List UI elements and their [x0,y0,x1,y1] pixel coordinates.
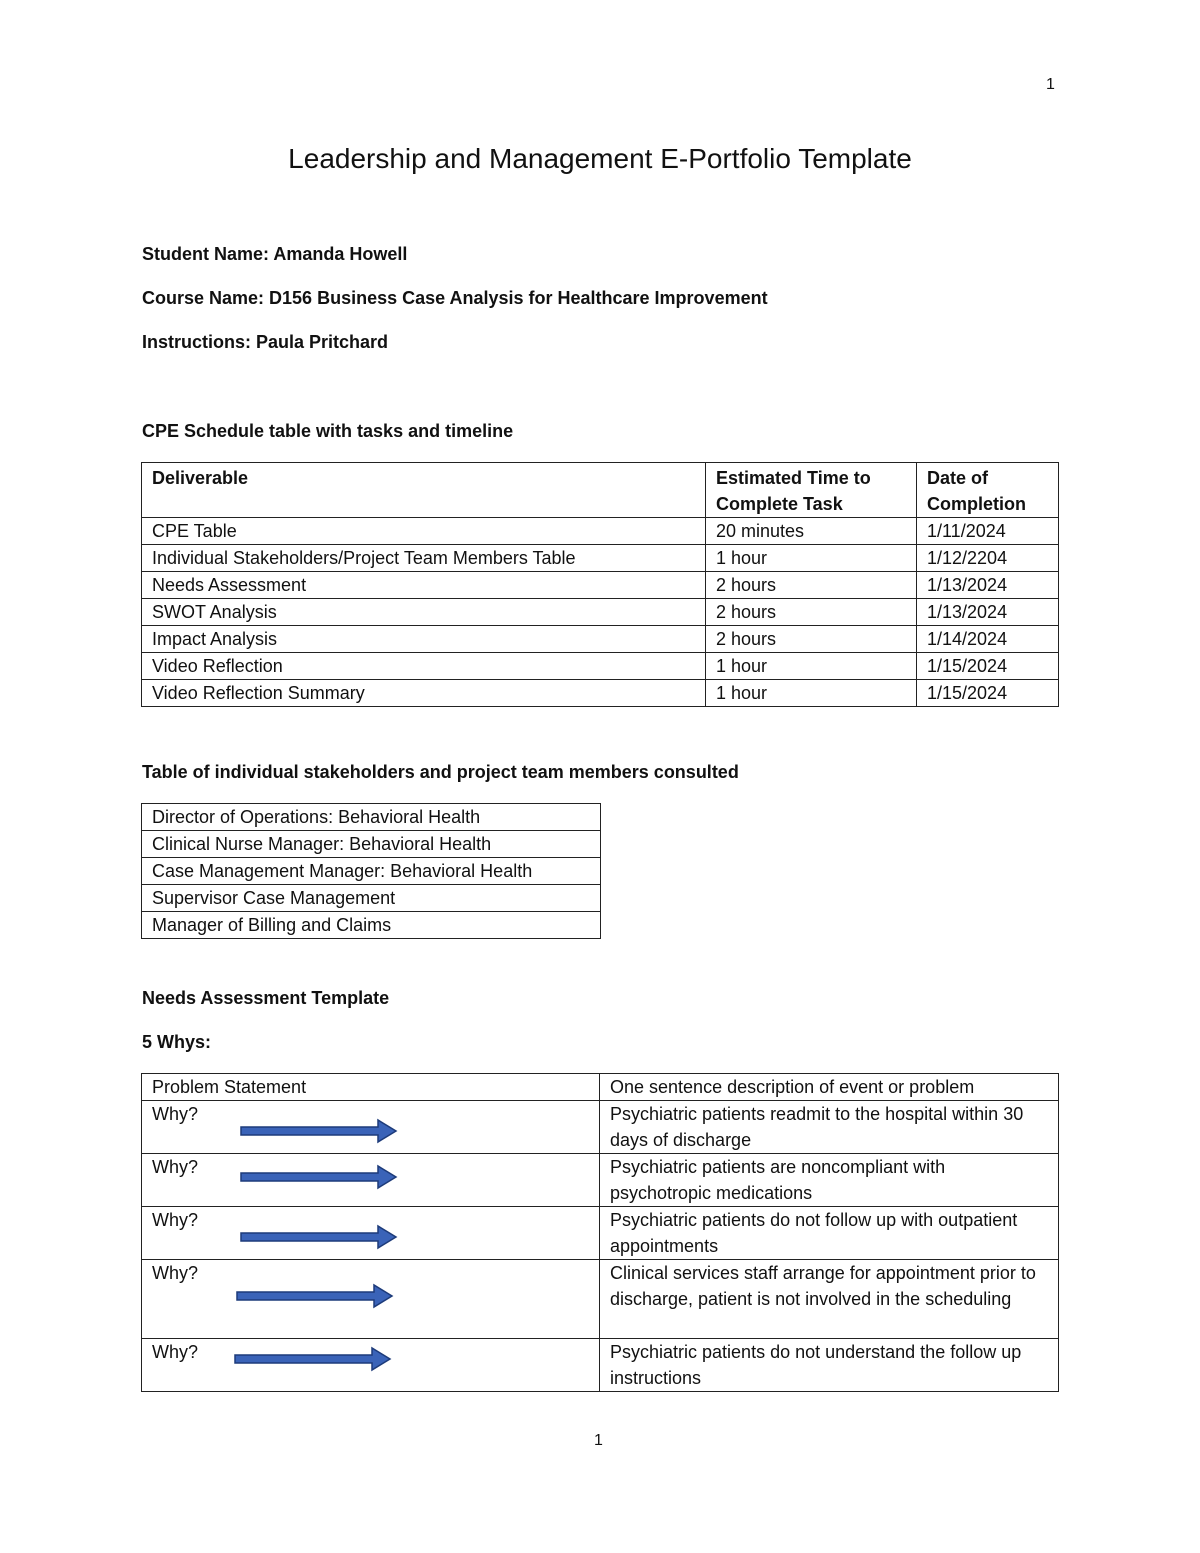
table-row [142,804,601,831]
date-cell: 1/12/2204 [917,545,1059,572]
right-arrow-icon [240,1224,400,1250]
needs-assessment-heading: Needs Assessment Template [142,988,390,1008]
why-answer-cell: Psychiatric patients readmit to the hospital within 30 days of discharge [600,1101,1059,1154]
time-cell: 2 hours [706,572,917,599]
deliverable-cell: Video Reflection Summary [142,680,706,707]
table-row [142,858,601,885]
table-row [142,626,1059,653]
right-arrow-icon [234,1346,394,1372]
cpe-schedule-table [141,462,1059,707]
course-name-line: Course Name: D156 Business Case Analysis for Healthcare Improvement [142,288,768,308]
right-arrow-icon [236,1283,396,1309]
time-cell: 2 hours [706,599,917,626]
date-cell: 1/13/2024 [917,599,1059,626]
right-arrow-icon [240,1164,400,1190]
table-row [142,1154,1059,1207]
time-cell: 2 hours [706,626,917,653]
column-header-estimated-time: Estimated Time to Complete Task [706,463,917,518]
five-whys-table [141,1073,1059,1392]
why-label: Why? [152,1342,199,1362]
student-name-line: Student Name: Amanda Howell [142,244,408,264]
stakeholder-cell: Supervisor Case Management [142,885,601,912]
why-answer-cell: Psychiatric patients do not understand the follow up instructions [600,1339,1059,1392]
why-cell [142,1101,600,1154]
deliverable-cell: CPE Table [142,518,706,545]
table-row [142,572,1059,599]
stakeholders-table [141,803,601,939]
why-cell [142,1339,600,1392]
deliverable-cell: SWOT Analysis [142,599,706,626]
five-whys-subheading: 5 Whys: [142,1032,212,1052]
column-header-date-of-completion: Date of Completion [917,463,1059,518]
date-cell: 1/11/2024 [917,518,1059,545]
description-label: One sentence description of event or problem [600,1074,1059,1101]
table-row [142,653,1059,680]
stakeholder-cell: Clinical Nurse Manager: Behavioral Health [142,831,601,858]
why-answer-cell: Psychiatric patients are noncompliant with psychotropic medications [600,1154,1059,1207]
why-cell [142,1154,600,1207]
cpe-section-heading: CPE Schedule table with tasks and timeline [142,421,514,441]
table-row [142,545,1059,572]
why-label: Why? [152,1263,199,1283]
deliverable-cell: Needs Assessment [142,572,706,599]
stakeholders-section-heading: Table of individual stakeholders and project team members consulted [142,762,739,782]
page-number-top: 1 [1046,76,1055,93]
why-label: Why? [152,1157,199,1177]
table-row [142,1101,1059,1154]
stakeholder-cell: Director of Operations: Behavioral Health [142,804,601,831]
time-cell: 1 hour [706,653,917,680]
date-cell: 1/15/2024 [917,680,1059,707]
page-number-bottom: 1 [594,1432,603,1449]
document-title: Leadership and Management E-Portfolio Template [288,143,912,174]
table-row [142,680,1059,707]
date-cell: 1/14/2024 [917,626,1059,653]
table-row [142,599,1059,626]
why-cell [142,1207,600,1260]
table-header-row [142,1074,1059,1101]
time-cell: 1 hour [706,680,917,707]
problem-statement-label: Problem Statement [142,1074,600,1101]
deliverable-cell: Individual Stakeholders/Project Team Members Table [142,545,706,572]
time-cell: 20 minutes [706,518,917,545]
time-cell: 1 hour [706,545,917,572]
why-label: Why? [152,1104,199,1124]
why-answer-cell: Psychiatric patients do not follow up with outpatient appointments [600,1207,1059,1260]
table-row [142,831,601,858]
table-header-row [142,463,1059,518]
right-arrow-icon [240,1118,400,1144]
why-answer-cell: Clinical services staff arrange for appointment prior to discharge, patient is not involved in the scheduling [600,1260,1059,1339]
instructions-line: Instructions: Paula Pritchard [142,332,389,352]
column-header-deliverable: Deliverable [142,463,706,518]
table-row [142,885,601,912]
stakeholder-cell: Case Management Manager: Behavioral Health [142,858,601,885]
deliverable-cell: Impact Analysis [142,626,706,653]
why-cell [142,1260,600,1339]
date-cell: 1/15/2024 [917,653,1059,680]
why-label: Why? [152,1210,199,1230]
table-row [142,912,601,939]
table-row [142,518,1059,545]
table-row [142,1260,1059,1339]
deliverable-cell: Video Reflection [142,653,706,680]
date-cell: 1/13/2024 [917,572,1059,599]
table-row [142,1207,1059,1260]
stakeholder-cell: Manager of Billing and Claims [142,912,601,939]
table-row [142,1339,1059,1392]
